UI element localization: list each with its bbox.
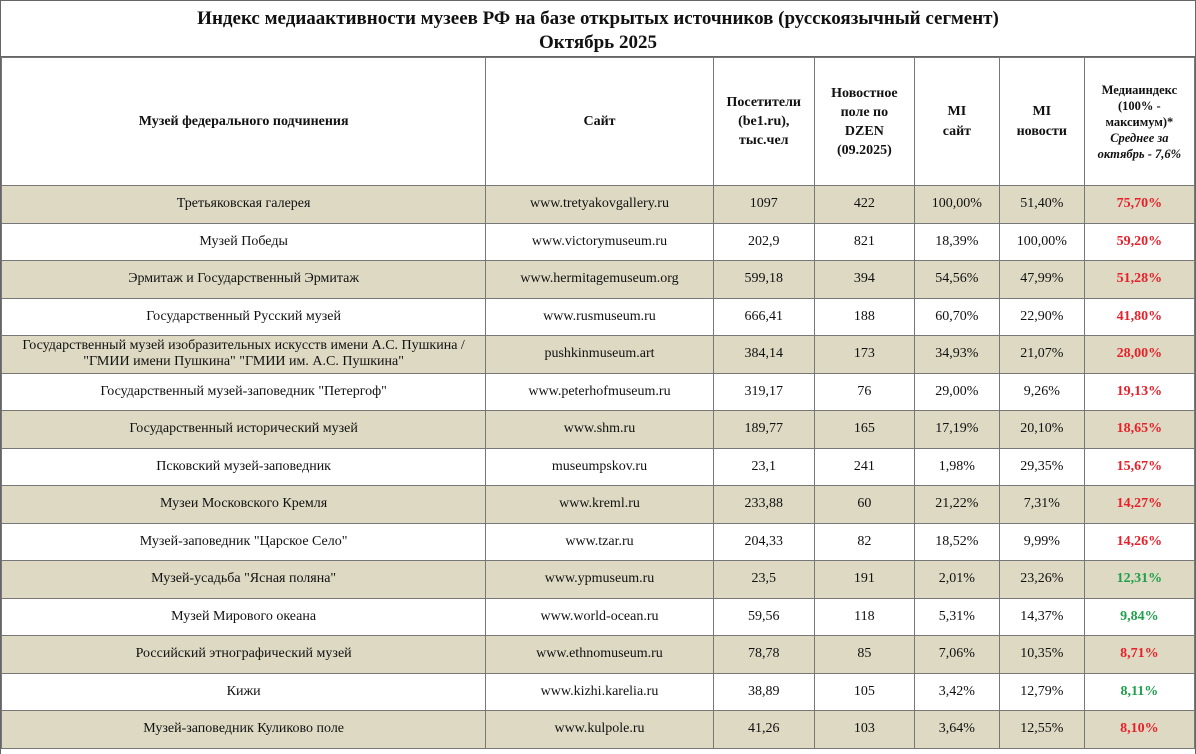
cell-median-index: 9,84% — [1084, 598, 1194, 636]
cell-visitors: 23,1 — [713, 448, 814, 486]
cell-visitors: 202,9 — [713, 223, 814, 261]
header-mi-site-line: MI — [947, 103, 967, 119]
cell-mi-news: 51,40% — [999, 186, 1084, 224]
title-line-2: Октябрь 2025 — [539, 32, 657, 53]
cell-visitors: 38,89 — [713, 673, 814, 711]
cell-site-url: www.peterhofmuseum.ru — [486, 373, 713, 411]
header-news-field — [814, 58, 914, 186]
cell-site-url: www.tzar.ru — [486, 523, 713, 561]
cell-visitors: 599,18 — [713, 261, 814, 299]
cell-site-url: www.ypmuseum.ru — [486, 561, 713, 599]
museum-media-table — [1, 57, 1195, 749]
cell-visitors: 204,33 — [713, 523, 814, 561]
table-row — [2, 373, 1195, 411]
cell-visitors: 233,88 — [713, 486, 814, 524]
cell-news-count: 188 — [814, 298, 914, 336]
report-title — [1, 0, 1195, 57]
cell-visitors: 666,41 — [713, 298, 814, 336]
cell-museum-name: Кижи — [2, 673, 486, 711]
cell-museum-name: Эрмитаж и Государственный Эрмитаж — [2, 261, 486, 299]
header-median-average: октябрь - 7,6% — [1097, 146, 1182, 161]
header-visitors-line: Посетители — [726, 95, 801, 110]
cell-mi-news: 20,10% — [999, 411, 1084, 449]
cell-mi-news: 9,26% — [999, 373, 1084, 411]
header-median-average: Среднее за — [1110, 130, 1169, 145]
cell-median-index: 15,67% — [1084, 448, 1194, 486]
cell-news-count: 821 — [814, 223, 914, 261]
cell-median-index: 8,71% — [1084, 636, 1194, 674]
cell-museum-name: Третьяковская галерея — [2, 186, 486, 224]
table-row — [2, 711, 1195, 749]
header-news-line: DZEN — [844, 123, 884, 139]
cell-news-count: 241 — [814, 448, 914, 486]
cell-museum-name: Государственный музей-заповедник "Петергоф" — [2, 373, 486, 411]
cell-mi-news: 100,00% — [999, 223, 1084, 261]
cell-visitors: 319,17 — [713, 373, 814, 411]
cell-news-count: 60 — [814, 486, 914, 524]
cell-mi-news: 14,37% — [999, 598, 1084, 636]
cell-median-index: 28,00% — [1084, 336, 1194, 374]
cell-median-index: 75,70% — [1084, 186, 1194, 224]
cell-median-index: 12,31% — [1084, 561, 1194, 599]
cell-mi-site: 54,56% — [914, 261, 999, 299]
cell-mi-news: 10,35% — [999, 636, 1084, 674]
cell-mi-site: 5,31% — [914, 598, 999, 636]
cell-median-index: 8,10% — [1084, 711, 1194, 749]
cell-mi-news: 12,79% — [999, 673, 1084, 711]
table-row — [2, 448, 1195, 486]
cell-median-index: 19,13% — [1084, 373, 1194, 411]
table-body — [2, 186, 1195, 749]
cell-site-url: www.shm.ru — [486, 411, 713, 449]
cell-news-count: 103 — [814, 711, 914, 749]
table-row — [2, 298, 1195, 336]
cell-museum-name: Псковский музей-заповедник — [2, 448, 486, 486]
table-row — [2, 561, 1195, 599]
cell-news-count: 165 — [814, 411, 914, 449]
cell-museum-name: Музей Мирового океана — [2, 598, 486, 636]
cell-news-count: 105 — [814, 673, 914, 711]
cell-visitors: 1097 — [713, 186, 814, 224]
cell-news-count: 173 — [814, 336, 914, 374]
cell-news-count: 76 — [814, 373, 914, 411]
header-news-line: Новостное — [831, 85, 898, 101]
table-row — [2, 673, 1195, 711]
header-mi-site-line: сайт — [942, 123, 972, 139]
header-mi-news-line: новости — [1016, 123, 1067, 139]
cell-site-url: www.kulpole.ru — [486, 711, 713, 749]
cell-visitors: 23,5 — [713, 561, 814, 599]
cell-museum-name: Музеи Московского Кремля — [2, 486, 486, 524]
title-line-1: Индекс медиаактивности музеев РФ на базе открытых источников (русскоязычный сегмент) — [197, 8, 999, 29]
cell-museum-name: Музей-усадьба "Ясная поляна" — [2, 561, 486, 599]
cell-mi-news: 29,35% — [999, 448, 1084, 486]
cell-mi-site: 29,00% — [914, 373, 999, 411]
cell-median-index: 41,80% — [1084, 298, 1194, 336]
cell-visitors: 41,26 — [713, 711, 814, 749]
header-median-index — [1084, 58, 1194, 186]
cell-museum-name: Российский этнографический музей — [2, 636, 486, 674]
table-row — [2, 261, 1195, 299]
cell-museum-name: Государственный Русский музей — [2, 298, 486, 336]
cell-news-count: 82 — [814, 523, 914, 561]
cell-museum-name: Музей-заповедник Куликово поле — [2, 711, 486, 749]
cell-mi-site: 100,00% — [914, 186, 999, 224]
header-museum: Музей федерального подчинения — [2, 58, 486, 186]
cell-median-index: 14,26% — [1084, 523, 1194, 561]
cell-site-url: www.tretyakovgallery.ru — [486, 186, 713, 224]
header-mi-news-line: MI — [1032, 103, 1052, 119]
cell-museum-name: Музей-заповедник "Царское Село" — [2, 523, 486, 561]
header-median-line: Медиаиндекс — [1101, 82, 1178, 97]
cell-site-url: museumpskov.ru — [486, 448, 713, 486]
cell-visitors: 78,78 — [713, 636, 814, 674]
cell-median-index: 59,20% — [1084, 223, 1194, 261]
header-news-line: (09.2025) — [836, 142, 892, 158]
cell-news-count: 394 — [814, 261, 914, 299]
cell-site-url: www.kizhi.karelia.ru — [486, 673, 713, 711]
cell-mi-news: 22,90% — [999, 298, 1084, 336]
cell-site-url: www.rusmuseum.ru — [486, 298, 713, 336]
cell-mi-news: 9,99% — [999, 523, 1084, 561]
cell-mi-news: 7,31% — [999, 486, 1084, 524]
header-visitors-line: (be1.ru), — [738, 114, 790, 129]
cell-mi-news: 23,26% — [999, 561, 1084, 599]
cell-median-index: 8,11% — [1084, 673, 1194, 711]
header-mi-news — [999, 58, 1084, 186]
cell-news-count: 422 — [814, 186, 914, 224]
cell-site-url: www.ethnomuseum.ru — [486, 636, 713, 674]
cell-museum-name: Государственный исторический музей — [2, 411, 486, 449]
cell-site-url: www.hermitagemuseum.org — [486, 261, 713, 299]
table-row — [2, 486, 1195, 524]
cell-mi-site: 3,42% — [914, 673, 999, 711]
cell-median-index: 18,65% — [1084, 411, 1194, 449]
cell-mi-site: 18,52% — [914, 523, 999, 561]
header-median-line: максимум)* — [1105, 114, 1174, 129]
cell-mi-site: 21,22% — [914, 486, 999, 524]
header-news-line: поле по — [840, 104, 889, 120]
cell-news-count: 118 — [814, 598, 914, 636]
cell-mi-site: 18,39% — [914, 223, 999, 261]
table-row — [2, 186, 1195, 224]
cell-news-count: 85 — [814, 636, 914, 674]
header-visitors — [713, 58, 814, 186]
cell-mi-news: 12,55% — [999, 711, 1084, 749]
cell-site-url: www.victorymuseum.ru — [486, 223, 713, 261]
cell-mi-site: 60,70% — [914, 298, 999, 336]
cell-visitors: 59,56 — [713, 598, 814, 636]
cell-site-url: pushkinmuseum.art — [486, 336, 713, 374]
cell-mi-news: 21,07% — [999, 336, 1084, 374]
cell-mi-site: 7,06% — [914, 636, 999, 674]
table-row — [2, 636, 1195, 674]
cell-mi-news: 47,99% — [999, 261, 1084, 299]
header-site: Сайт — [486, 58, 713, 186]
header-median-line: (100% - — [1118, 98, 1161, 113]
table-row — [2, 523, 1195, 561]
cell-median-index: 51,28% — [1084, 261, 1194, 299]
cell-mi-site: 34,93% — [914, 336, 999, 374]
cell-mi-site: 17,19% — [914, 411, 999, 449]
cell-site-url: www.world-ocean.ru — [486, 598, 713, 636]
table-header-row — [2, 58, 1195, 186]
header-mi-site — [914, 58, 999, 186]
table-row — [2, 336, 1195, 374]
cell-visitors: 189,77 — [713, 411, 814, 449]
cell-mi-site: 2,01% — [914, 561, 999, 599]
cell-mi-site: 1,98% — [914, 448, 999, 486]
table-row — [2, 223, 1195, 261]
cell-site-url: www.kreml.ru — [486, 486, 713, 524]
cell-median-index: 14,27% — [1084, 486, 1194, 524]
cell-museum-name: Музей Победы — [2, 223, 486, 261]
header-visitors-line: тыс.чел — [739, 133, 789, 148]
table-row — [2, 598, 1195, 636]
cell-mi-site: 3,64% — [914, 711, 999, 749]
table-row — [2, 411, 1195, 449]
cell-museum-name: Государственный музей изобразительных искусств имени А.С. Пушкина / "ГМИИ имени Пушкина" "ГМИИ им. А.С. Пушкина" — [2, 336, 486, 374]
cell-news-count: 191 — [814, 561, 914, 599]
cell-visitors: 384,14 — [713, 336, 814, 374]
